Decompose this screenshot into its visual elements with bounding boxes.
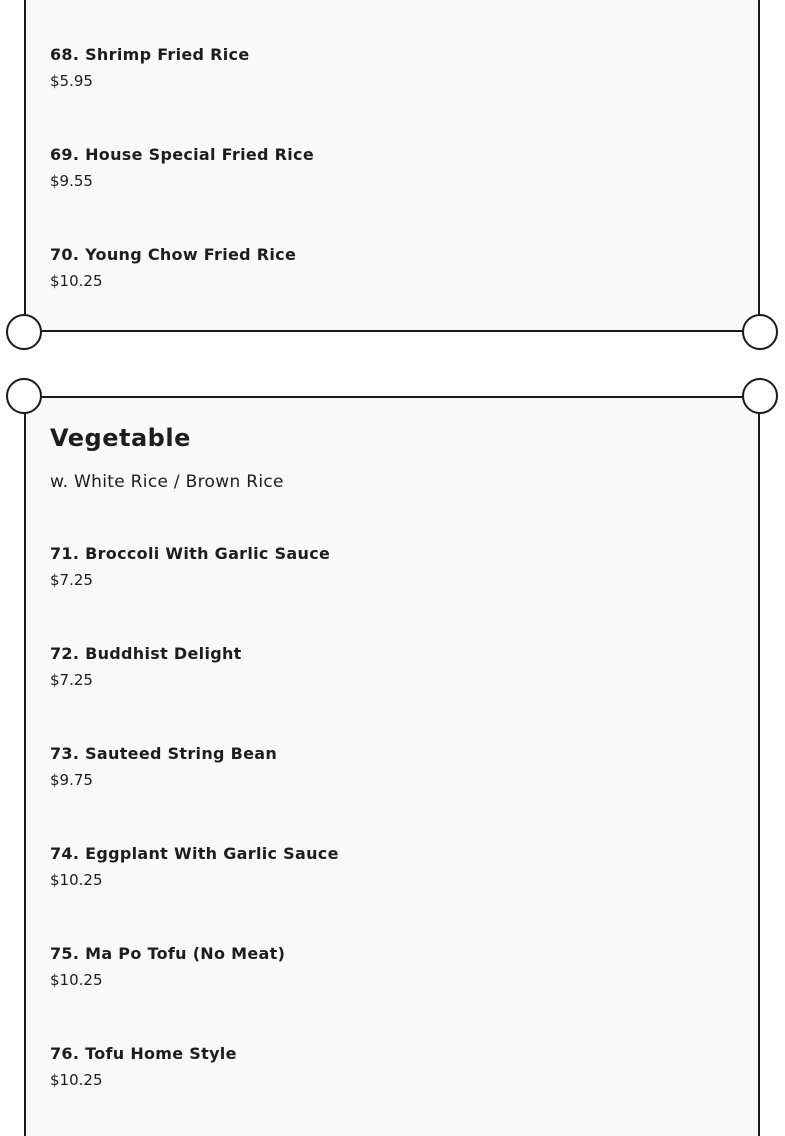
menu-item-price: $7.25 [50, 671, 93, 689]
menu-item-70[interactable] [50, 245, 296, 291]
menu-item-name: 71. Broccoli With Garlic Sauce [50, 544, 331, 563]
menu-item-name: 68. Shrimp Fried Rice [50, 45, 250, 64]
menu-item-name: 70. Young Chow Fried Rice [50, 245, 297, 264]
menu-item-name: 74. Eggplant With Garlic Sauce [50, 844, 339, 863]
menu-item-name: 76. Tofu Home Style [50, 1044, 237, 1063]
menu-item-name: 72. Buddhist Delight [50, 644, 242, 663]
card-corner-decoration [742, 378, 778, 414]
card-corner-decoration [742, 314, 778, 350]
menu-item-price: $10.25 [50, 272, 103, 290]
menu-item-74[interactable] [50, 844, 339, 890]
menu-item-72[interactable] [50, 644, 242, 690]
fried-rice-section-card [24, 0, 760, 332]
menu-item-69[interactable] [50, 145, 314, 191]
menu-item-71[interactable] [50, 544, 330, 590]
menu-item-76[interactable] [50, 1044, 237, 1090]
menu-item-price: $10.25 [50, 1071, 103, 1089]
menu-item-name: 75. Ma Po Tofu (No Meat) [50, 944, 286, 963]
menu-item-price: $5.95 [50, 72, 93, 90]
menu-item-price: $10.25 [50, 971, 103, 989]
card-corner-decoration [6, 378, 42, 414]
menu-item-price: $9.55 [50, 172, 93, 190]
menu-item-price: $10.25 [50, 871, 103, 889]
menu-item-name: 69. House Special Fried Rice [50, 145, 314, 164]
menu-item-73[interactable] [50, 744, 277, 790]
menu-item-75[interactable] [50, 944, 285, 990]
menu-item-price: $9.75 [50, 771, 93, 789]
section-subtitle: w. White Rice / Brown Rice [50, 472, 284, 492]
section-title: Vegetable [50, 424, 191, 452]
menu-item-68[interactable] [50, 45, 250, 91]
menu-item-name: 73. Sauteed String Bean [50, 744, 278, 763]
menu-item-price: $7.25 [50, 571, 93, 589]
vegetable-section-card [24, 396, 760, 1136]
card-corner-decoration [6, 314, 42, 350]
